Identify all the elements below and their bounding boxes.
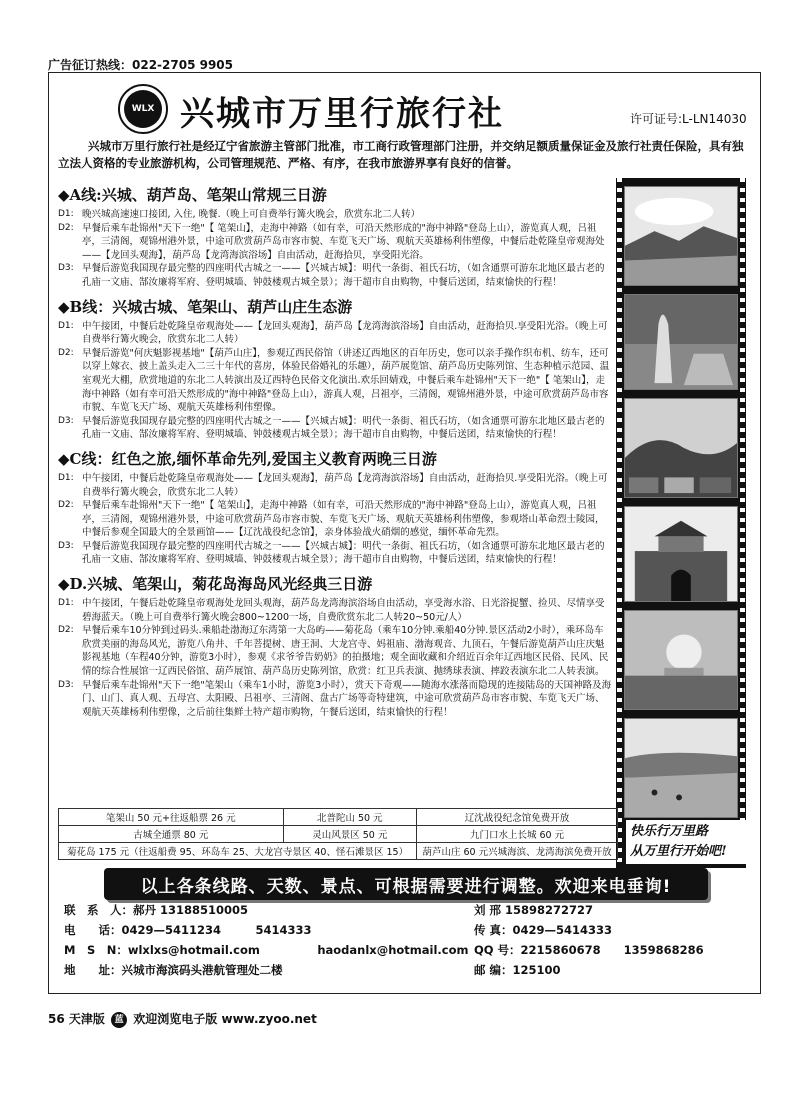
itinerary-day <box>58 320 613 347</box>
contact-value: 郝丹 13188510005 <box>133 903 249 917</box>
itinerary-day <box>58 415 613 442</box>
statue-photo <box>624 294 738 390</box>
logo-text: WLX <box>124 90 162 128</box>
price-cell: 九门口水上长城 60 元 <box>417 826 618 843</box>
header <box>118 82 747 140</box>
day-tag: D2: <box>58 347 74 358</box>
day-tag: D1: <box>58 598 74 609</box>
postcode: 邮 编：125100 <box>474 963 561 977</box>
phone-label: 电 话： <box>64 923 122 937</box>
day-text: 中午接团，中餐后赴乾隆皇帝观海处——【龙回头观海】，葫芦岛【龙湾海滨浴场】自由活动，赶海拾贝.享受阳光浴。（晚上可自费举行篝火晚会，欣赏东北二人转） <box>82 472 608 498</box>
price-cell: 辽沈战役纪念馆免费开放 <box>417 809 618 826</box>
price-cell: 灵山风景区 50 元 <box>283 826 417 843</box>
coast-photo <box>624 186 738 286</box>
day-text: 晚兴城高速速口接团, 入住, 晚餐.（晚上可自费举行篝火晚会，欣赏东北二人转） <box>82 209 421 220</box>
footer-text: 欢迎浏览电子版 <box>133 1012 218 1026</box>
day-text: 中午接团，中餐后赴乾隆皇帝观海处——【龙回头观海】，葫芦岛【龙湾海滨浴场】自由活动，赶海拾贝.享受阳光浴。（晚上可自费举行篝火晚会，欣赏东北二人转） <box>82 320 608 346</box>
route-section <box>58 184 613 290</box>
day-tag: D2: <box>58 500 74 511</box>
park-photo <box>624 610 738 710</box>
film-perforation <box>617 178 622 868</box>
page-footer <box>48 1010 317 1028</box>
itinerary-day <box>58 540 613 567</box>
footer-url: www.zyoo.net <box>221 1012 317 1026</box>
contact-person <box>64 902 248 918</box>
route-title: ◆D.兴城、笔架山，菊花岛海岛风光经典三日游 <box>58 575 373 594</box>
day-text: 早餐后游览我国现存最完整的四座明代古城之一——【兴城古城】：明代一条街、祖氏石坊，（如含通票可游东北地区最古老的孔庙一文庙、郜汝廉将军府、登明城墙、钟鼓楼观古城全景）；海干超市自由购物，中餐后送团，结束愉快的行程！ <box>82 263 605 288</box>
itinerary-day <box>58 597 613 624</box>
day-tag: D3: <box>58 540 74 551</box>
address-value: 兴城市海滨码头港航管理处二楼 <box>121 963 283 977</box>
price-cell: 古城全通票 80 元 <box>59 826 284 843</box>
day-tag: D3: <box>58 415 74 426</box>
day-text: 早餐后游览"何庆魁影视基地"【葫芦山庄】，参观辽西民俗馆（讲述辽西地区的百年历史，您可以亲手操作织布机、纺车，还可以穿上嫁衣、披上盖头走入二三十年代的喜房，体验民俗婚礼的乐趣），葫芦展览馆、葫芦岛历史陈列馆、生态种植示范园、温室观光大棚，欣赏地道的东北二人转演出及辽西特色民俗文化演出.欢乐回婧戏，中餐后乘车赴锦州"天下一绝"【 笔架山】，走海中神路（如有幸可沿天然形成的"海中神路"登岛上山），游真人观，吕祖亭，三清阁，观锦州港外景，中途可欣赏葫芦岛市容市貌、车览飞天广场、观航天英雄杨利伟塑像。 <box>82 347 610 414</box>
day-text: 早餐后游览我国现存最完整的四座明代古城之一——【兴城古城】：明代一条街、祖氏石坊，（如含通票可游东北地区最古老的孔庙一文庙、郜汝廉将军府、登明城墙、钟鼓楼观古城全景）；海干超市自由购物，中餐后送团，结束愉快的行程！ <box>82 540 605 566</box>
itinerary-day <box>58 472 613 499</box>
company-intro: 兴城市万里行旅行社是经辽宁省旅游主管部门批准，市工商行政管理部门注册，并交纳足额质量保证金及旅行社责任保险，具有独立法人资格的专业旅游机构，公司管理规范、严格、有序，在我市旅游界享有良好的信誉。 <box>58 139 744 170</box>
day-tag: D3: <box>58 679 74 690</box>
day-tag: D3: <box>58 263 74 274</box>
route-section <box>58 448 613 567</box>
day-text: 早餐后游览我国现存最完整的四座明代古城之一——【兴城古城】：明代一条街、祖氏石坊，（如含通票可游东北地区最古老的孔庙一文庙、郜汝廉将军府、登明城墙、钟鼓楼观古城全景）；海干超市自由购物，中餐后送团，结束愉快的行程！ <box>82 415 605 441</box>
address-label: 地 址： <box>64 963 122 977</box>
day-tag: D1: <box>58 209 74 219</box>
edition-label: 天津版 <box>68 1012 105 1026</box>
itinerary-day <box>58 222 613 263</box>
qq: QQ 号：2215860678 1359868286 <box>474 943 704 957</box>
route-title: ◆A线:兴城、葫芦岛、笔架山常规三日游 <box>58 186 327 204</box>
route-section <box>58 573 613 719</box>
price-row <box>59 843 618 860</box>
itinerary-day <box>58 679 613 720</box>
ad-hotline: 广告征订热线：022-2705 9905 <box>48 58 234 72</box>
day-text: 中午接团，午餐后赴乾隆皇帝观海处龙回头观海，葫芦岛龙湾海滨浴场自由活动，享受海水浴、日光浴捉蟹、捡贝、尽情享受碧海蓝天。（晚上可自费举行篝火晚会800~1200一场，自费欣赏东北二人转20~50元/人） <box>82 598 605 623</box>
itinerary-day <box>58 208 613 222</box>
routes-list <box>58 178 613 719</box>
contact-label: 联 系 人： <box>64 903 133 917</box>
route-title: ◆C线：红色之旅,缅怀革命先列,爱国主义教育两晚三日游 <box>58 449 437 468</box>
price-table <box>58 808 618 860</box>
slogan <box>626 820 758 864</box>
logo-icon <box>118 84 168 134</box>
itinerary-day <box>58 262 613 289</box>
island-photo <box>624 398 738 498</box>
msn-value: wlxlxs@hotmail.com haodanlx@hotmail.com <box>127 943 469 957</box>
day-tag: D1: <box>58 472 74 483</box>
day-text: 早餐后乘车赴锦州"天下一绝"笔架山（乘车1小时，游览3小时），赏天下奇观——随海水涨落而隐现的连接陆岛的天国神路及海门、山门、真人观、五母宫、太阳殿、吕祖亭、三清阁、盘古广场等奇特建筑，中途可欣赏葫芦岛市容市貌、车览飞天广场、观航天英雄杨利伟塑像，之后前往集鲜土特产超市购物，午餐后送团，结束愉快的行程！ <box>82 679 612 718</box>
day-text: 早餐后乘车赴锦州"天下一绝"【 笔架山】，走海中神路（如有幸，可沿天然形成的"海中神路"登岛上山），游览真人观，吕祖亭，三清阁，观锦州港外景，中途可欣赏葫芦岛市容市貌、车览飞天广场、观航天英雄杨利伟塑像，参观塔山革命烈士陵园，中餐后参观全国最大的全景画馆——【辽沈战役纪念馆】，亲身体验战火硝烟的感觉，缅怀革命先烈。 <box>82 500 605 539</box>
phone-value: 0429—5411234 5414333 <box>121 923 312 937</box>
msn <box>64 942 469 958</box>
license-number: 许可证号:L-LN14030 <box>630 112 747 126</box>
slogan-line: 快乐行万里路 <box>630 824 709 839</box>
day-text: 早餐后乘车赴锦州"天下一绝"【 笔架山】，走海中神路（如有幸，可沿天然形成的"海中神路"登岛上山），游览真人观，吕祖亭，三清阁，观锦州港外景，中途可欣赏葫芦岛市容市貌、车览飞天广场、观航天英雄杨利伟塑像，中餐后赴乾隆皇帝观海处——【龙回头观海】，葫芦岛【龙湾海滨浴场】自由活动，赶海拾贝，享受阳光浴。 <box>82 222 605 261</box>
fax: 传 真：0429—5414333 <box>474 923 613 937</box>
film-strip <box>616 178 746 868</box>
contact-person-2: 刘 邢 15898272727 <box>474 903 594 917</box>
price-cell: 葫芦山庄 60 元兴城海滨、龙湾海滨免费开放 <box>417 843 618 860</box>
price-cell: 笔架山 50 元+往返船票 26 元 <box>59 809 284 826</box>
inquiry-banner: 以上各条线路、天数、景点、可根据需要进行调整。欢迎来电垂询! <box>104 868 708 900</box>
route-title: ◆B线：兴城古城、笔架山、葫芦山庄生态游 <box>58 297 353 316</box>
route-section <box>58 296 613 442</box>
edition-badge-icon: 蓝 <box>111 1012 127 1028</box>
price-row <box>59 826 618 843</box>
city-gate-photo <box>624 506 738 602</box>
price-cell: 北普陀山 50 元 <box>283 809 417 826</box>
price-row <box>59 809 618 826</box>
company-name: 兴城市万里行旅行社 <box>180 94 504 134</box>
price-cell: 菊花岛 175 元（往返船费 95、环岛车 25、大龙宫寺景区 40、怪石滩景区 15） <box>59 843 417 860</box>
page-number: 56 <box>48 1012 65 1026</box>
msn-label: M S N： <box>64 943 128 957</box>
day-text: 早餐后乘车10分钟到过码头.乘船赴渤海辽东湾第一大岛屿——菊花岛（乘车10分钟.乘船40分钟.景区活动2小时），乘环岛车欣赏美丽的海岛风光，游览八角井、千年菩提树、唐王洞、大龙宫寺、妈祖庙、渤海观音、九顶石，午餐后游览葫芦山庄庆魁影视基地（车程40分钟，游览3小时），参观《求爷爷告奶奶》的拍摄地；观全面收藏和介绍近百余年辽西地区民俗、民风、民情的综合性展馆一辽西民俗馆、葫芦展馆、葫芦岛历史陈列馆，欣赏：红卫兵表演、抛绣球表演、摔跤表演东北二人转表演。 <box>82 625 609 678</box>
address <box>64 962 283 978</box>
film-perforation <box>740 178 745 868</box>
itinerary-day <box>58 499 613 540</box>
day-tag: D2: <box>58 222 74 233</box>
day-tag: D2: <box>58 625 74 636</box>
phone <box>64 922 312 938</box>
beach-photo <box>624 718 738 818</box>
itinerary-day <box>58 624 613 678</box>
slogan-line: 从万里行开始吧! <box>630 844 727 859</box>
day-tag: D1: <box>58 320 74 331</box>
itinerary-day <box>58 347 613 415</box>
